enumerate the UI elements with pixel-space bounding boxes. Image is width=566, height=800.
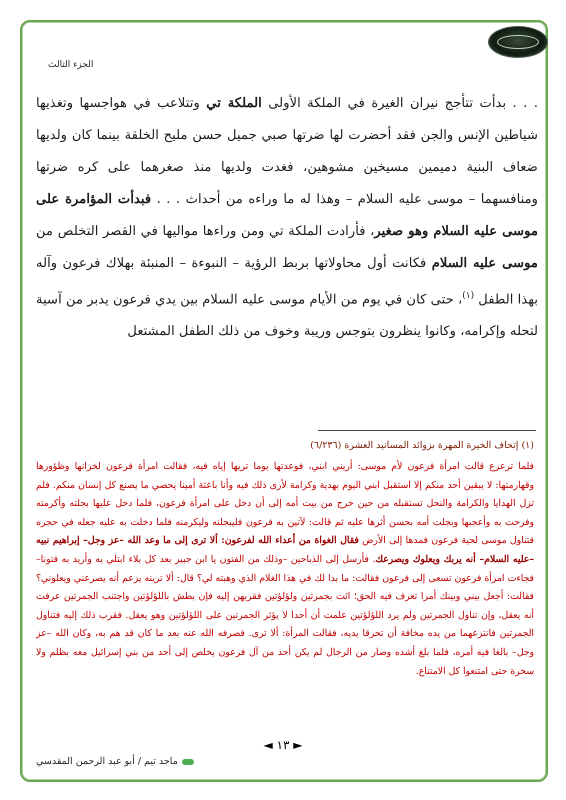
footnote-body [36,458,534,681]
main-text-segment: (١) [462,291,475,301]
main-text-segment: فكانت أول محاولاتها بربط الرؤية – النبوءة – المنبئة بهلاك فرعون وآله بهذا الطفل [36,256,538,308]
footnote-paragraph [36,458,534,681]
main-text-segment: وتتلاعب في هواجسها وتغذيها شياطين الإنس والجن فقد أحضرت لها ضرتها صبي جميل حسن مليح الخلقة بينما كان ولديها ضعاف البنية دميمين مسيخين مشوهين، فغدت ولديها منذ صغرهما على كره ضرتها ومنافسهما – موسى عليه السلام – وهذا له ما وراءه من أحداث . . . [36,96,538,207]
footnote-text-segment: فلما ترعرع قالت امرأة فرعون لأم موسى: أريني ابني، فوعدتها يوما تريها إياه فيه، فقالت امرأة فرعون لخزانها وظؤورها وقهارمتها: لا يبقين أحد منكم إلا استقبل ابني اليوم بهدية وكرامة لأرى ذلك فيه وأنا باعثة أمينا يحصي ما يصنع كل إنسان منكم. فلم تزل الهدايا والكرامة والنحل تستقبله من حين خرج من بيت أمه إلى أن دخل على امرأة فرعون، فلما دخل عليها بجلته وأكرمته وفرحت به وأعجبها وبجلت أمه بحسن أثرها عليه ثم قالت: لآتين به فرعون فليبجلنه وليكرمنه فلما دخلت به عليه جعله في حجره فتناول موسى لحية فرعون فمدها إلى الأرض [36,461,534,547]
footnote-text-segment: . فأرسل إلى الذباحين –وذلك من الفتون يا ابن جبير بعد كل بلاء ابتلي به وأريد به فتونا– فجاءت امرأة فرعون تسعى إلى فرعون فقالت: ما بدا لك في هذا الغلام الذي وهبته لي؟ قال: ألا ترينه يزعم أنه يصرعني ويعلوني؟ فقالت: أجعل بيني وبينك أمرا تعرف فيه الحق؛ ائت بجمرتين ولؤلؤتين فقربهن إليه فإن بطش باللؤلؤتين واجتنب الجمرتين عرفت أنه يعقل، وإن تناول الجمرتين ولم يرد اللؤلؤتين علمت أن أحدا لا يؤثر الجمرتين على اللؤلؤتين وهو يعقل. فقرب ذلك إليه فتناول الجمرتين فانتزعهما من يده مخافة أن تحرقا يديه، فقالت المرأة: ألا ترى. فصرفه الله عنه بعد ما كان قد هم به، وكان الله –عز وجل– بالغا فيه أمره، فلما بلغ أشده وصار من الرجال لم يكن أحد من آل فرعون يخلص إلى أحد من بني إسرائيل معه بظلم ولا سخرة حتى امتنعوا كل الامتناع. [36,553,534,677]
main-text-segment: موسى عليه السلام [431,256,538,271]
page-number: ◄ ١٣ ► [263,738,303,752]
footnote-reference: (١) إتحاف الخيرة المهرة بزوائد المسانيد العشرة (٦/٢٣٦) [310,440,534,451]
footer-credit [36,756,194,767]
main-text-segment: ، حتى كان في يوم من الأيام موسى عليه السلام بين يدي فرعون يدبر من آسية لتحله وإكرامه، وكانوا ينظرون بتوجس وريبة وخوف من ذلك الطفل المشتعل [36,292,538,340]
logo-ring-icon [497,35,539,49]
main-text-segment: فبدأت المؤامرة على موسى عليه السلام وهو صغير [36,192,539,239]
footnote-text-segment: فقال الغواة من أعداء الله لفرعون: ألا ترى إلى ما وعد الله –عز وجل– إبراهيم نبيه –عليه السلام– أنه يربك ويعلوك ويصرعك [36,535,534,565]
main-text-segment: . . . بدأت تتأجج نيران الغيرة في الملكة الأولى [261,96,538,111]
footnote-divider [318,430,536,431]
main-text-segment: ، فأرادت الملكة تي ومن وراءها مواليها في القصر التخلص من [36,224,375,239]
main-text-segment: الملكة تي [206,96,262,111]
main-paragraph [36,88,538,348]
part-label: الجزء الثالث [48,60,94,70]
credit-text: ماجد تيم / أبو عبد الرحمن المقدسي [36,756,178,767]
main-paragraph-body [36,88,538,348]
pen-icon [182,759,194,765]
logo-emblem [488,26,548,58]
